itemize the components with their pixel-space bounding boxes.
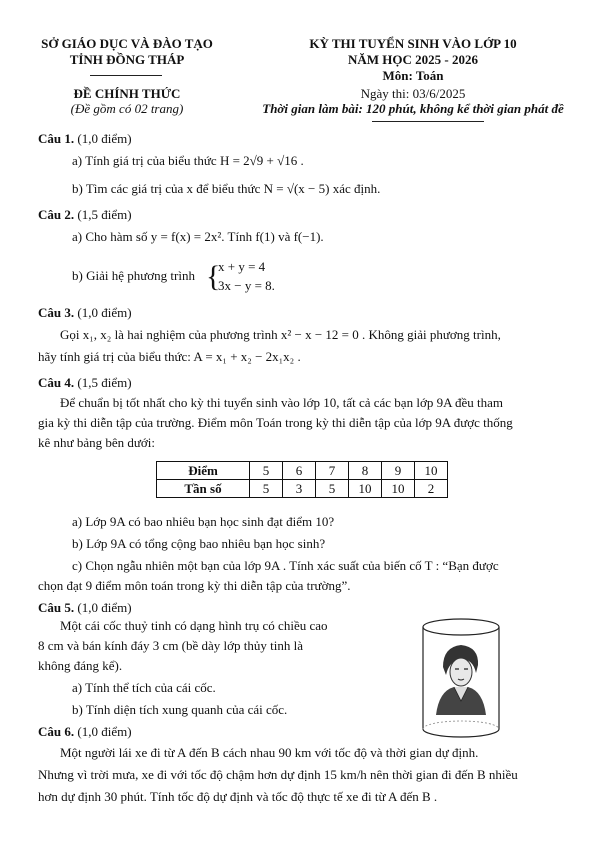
score-cell: 5 (250, 462, 283, 480)
frequency-cell: 10 (382, 480, 415, 498)
q3-heading (38, 305, 132, 321)
school-year: NĂM HỌC 2025 - 2026 (348, 52, 478, 67)
q4-part-a: a) Lớp 9A có bao nhiêu bạn học sinh đạt điểm 10? (72, 514, 335, 529)
dept-name: SỞ GIÁO DỤC VÀ ĐÀO TẠO (41, 36, 213, 51)
table-row (157, 480, 448, 498)
header-divider-left (90, 75, 162, 76)
q6-line-2: Nhưng vì trời mưa, xe đi với tốc độ chậm hơn dự định 15 km/h nên thời gian đi đến B nhiều (38, 767, 518, 782)
q3-points: (1,0 điểm) (77, 305, 132, 320)
q5-line-2: 8 cm và bán kính đáy 3 cm (bề dày lớp thủy tinh là (38, 638, 304, 653)
q2-equation-2: 3x − y = 8. (218, 278, 275, 293)
q1-part-b: b) Tìm các giá trị của x để biểu thức N = √(x − 5) xác định. (72, 181, 381, 196)
system-brace: { (206, 260, 221, 293)
header-right (238, 36, 588, 84)
q4-points: (1,5 điểm) (77, 375, 132, 390)
q2-title: Câu 2. (38, 207, 75, 222)
q4-part-c-line-1: c) Chọn ngẫu nhiên một bạn của lớp 9A . Tính xác suất của biến cố T : “Bạn được (72, 558, 499, 573)
q5-part-b: b) Tính diện tích xung quanh của cái cốc. (72, 702, 288, 717)
frequency-cell: 2 (415, 480, 448, 498)
q5-points: (1,0 điểm) (77, 600, 132, 615)
q2-points: (1,5 điểm) (77, 207, 132, 222)
frequency-cell: 5 (316, 480, 349, 498)
q6-title: Câu 6. (38, 724, 75, 739)
score-cell: 6 (283, 462, 316, 480)
q3-line-2: hãy tính giá trị của biểu thức: A = x₁ + x₂ − 2x₁x₂ . (38, 349, 301, 364)
score-cell: 7 (316, 462, 349, 480)
q5-line-3: không đáng kể). (38, 658, 123, 673)
q4-line-1: Để chuẩn bị tốt nhất cho kỳ thi tuyển sinh vào lớp 10, tất cả các bạn lớp 9A đều tham (60, 395, 504, 410)
exam-date: Ngày thi: 03/6/2025 (360, 86, 466, 101)
exam-duration: Thời gian làm bài: 120 phút, không kể thời gian phát đề (262, 101, 564, 116)
frequency-cell: 3 (283, 480, 316, 498)
header-left (22, 36, 232, 68)
q2-heading (38, 207, 132, 223)
q6-line-3: hơn dự định 30 phút. Tính tốc độ dự định và tốc độ thực tế xe đi từ A đến B . (38, 789, 438, 804)
header-divider-right (372, 121, 484, 122)
q1-heading (38, 131, 132, 147)
q4-part-b: b) Lớp 9A có tổng cộng bao nhiêu bạn học sinh? (72, 536, 326, 551)
q5-line-1: Một cái cốc thuỷ tinh có dạng hình trụ có chiều cao (60, 618, 328, 633)
row-label-frequency: Tần số (157, 480, 250, 498)
score-cell: 8 (349, 462, 382, 480)
q1-part-a: a) Tính giá trị của biểu thức H = 2√9 + √16 . (72, 153, 304, 168)
portrait-print (436, 645, 486, 715)
score-cell: 10 (415, 462, 448, 480)
q6-heading (38, 724, 132, 740)
score-frequency-table (156, 461, 448, 498)
official-label: ĐỀ CHÍNH THỨC (73, 86, 181, 101)
frequency-cell: 5 (250, 480, 283, 498)
subject: Môn: Toán (382, 68, 444, 83)
q2-equation-1: x + y = 4 (218, 259, 266, 274)
q6-points: (1,0 điểm) (77, 724, 132, 739)
q4-heading (38, 375, 132, 391)
q3-line-1: Gọi x₁, x₂ là hai nghiệm của phương trình x² − x − 12 = 0 . Không giải phương trình, (60, 327, 501, 342)
q4-line-3: kê như bảng bên dưới: (38, 435, 155, 450)
glass-cup-illustration (421, 617, 501, 739)
province-name: TỈNH ĐỒNG THÁP (69, 52, 185, 67)
q4-part-c-line-2: chọn đạt 9 điểm môn toán trong kỳ thi diễn tập của trường”. (38, 578, 351, 593)
q3-title: Câu 3. (38, 305, 75, 320)
q5-heading (38, 600, 132, 616)
frequency-cell: 10 (349, 480, 382, 498)
table-row (157, 462, 448, 480)
q5-title: Câu 5. (38, 600, 75, 615)
q6-line-1: Một người lái xe đi từ A đến B cách nhau 90 km với tốc độ và thời gian dự định. (60, 745, 479, 760)
q4-title: Câu 4. (38, 375, 75, 390)
score-cell: 9 (382, 462, 415, 480)
q1-points: (1,0 điểm) (77, 131, 132, 146)
q2-part-a: a) Cho hàm số y = f(x) = 2x². Tính f(1) và f(−1). (72, 229, 324, 244)
page-count: (Đề gồm có 02 trang) (70, 101, 184, 116)
q4-line-2: gia kỳ thi diễn tập của trường. Điểm môn Toán trong kỳ thi diễn tập của lớp 9A được thống (38, 415, 513, 430)
q1-title: Câu 1. (38, 131, 75, 146)
exam-title: KỲ THI TUYỂN SINH VÀO LỚP 10 (309, 36, 517, 51)
q5-part-a: a) Tính thể tích của cái cốc. (72, 680, 216, 695)
q2-part-b-label: b) Giải hệ phương trình (72, 268, 195, 283)
row-label-score: Điểm (157, 462, 250, 480)
